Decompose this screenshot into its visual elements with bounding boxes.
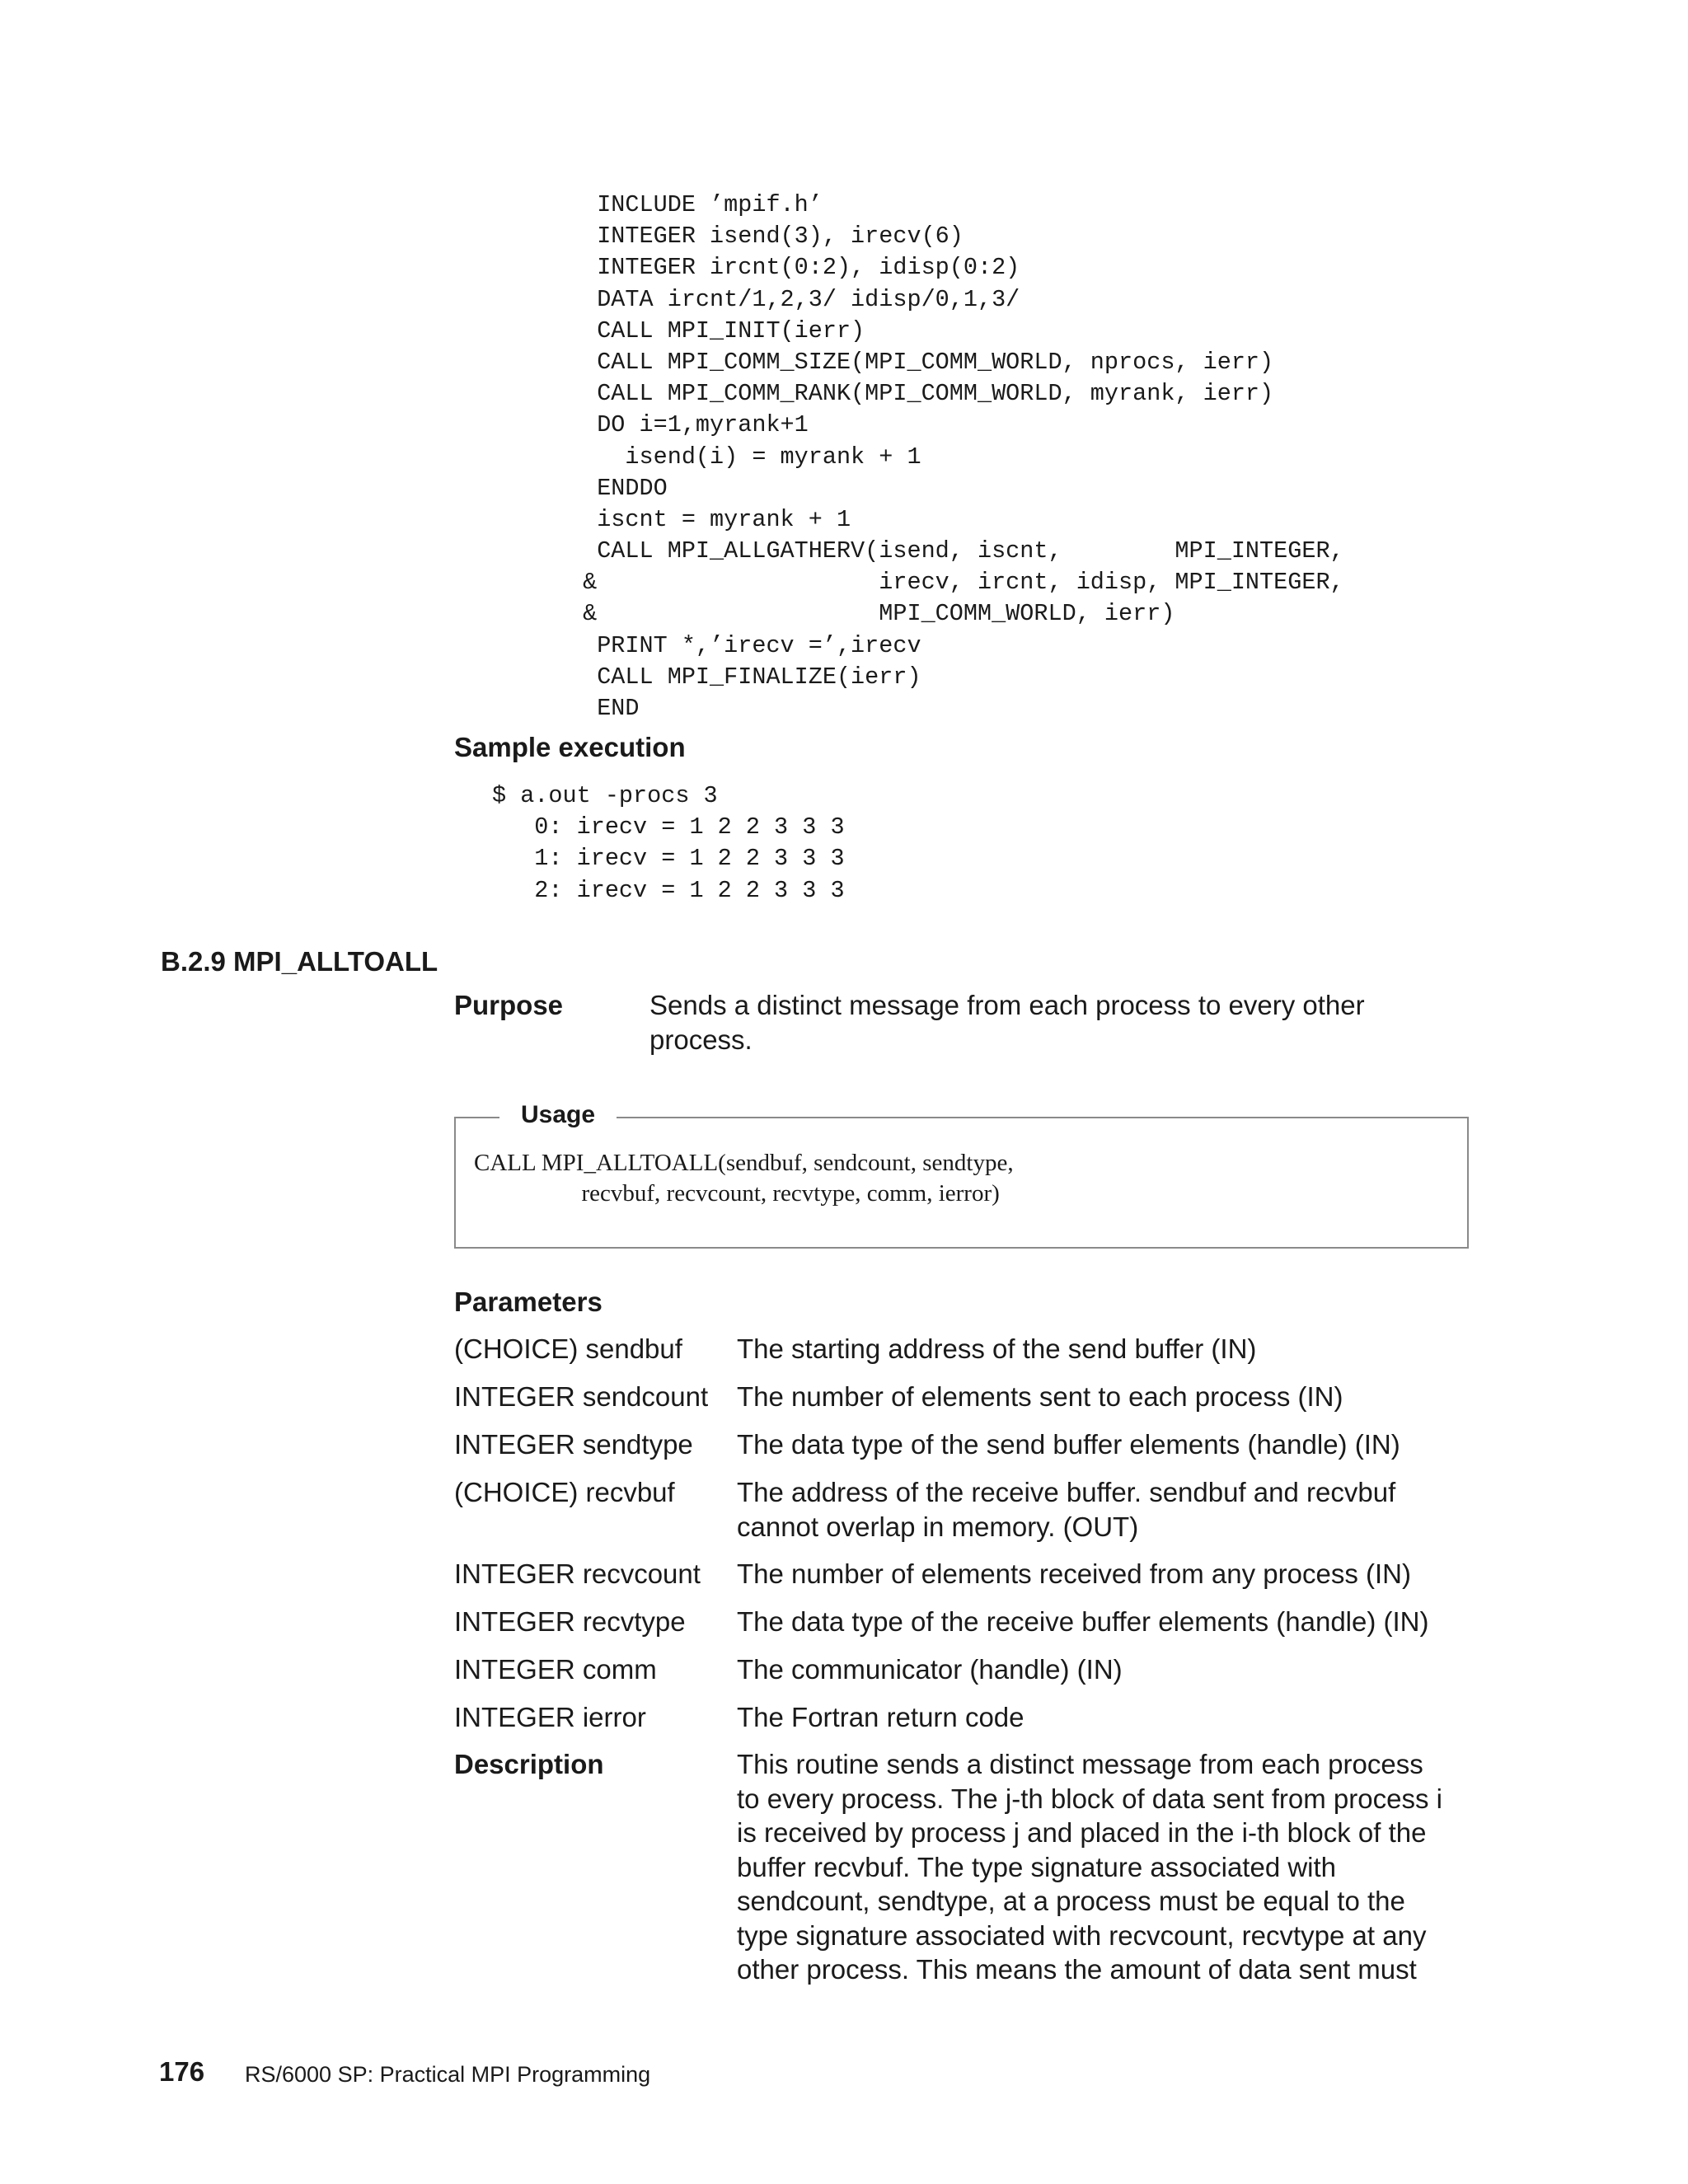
sample-execution-output xyxy=(492,780,845,907)
description-line: buffer recvbuf. The type signature associated with xyxy=(737,1851,1337,1882)
parameter-name: (CHOICE) sendbuf xyxy=(454,1333,682,1364)
parameter-name: (CHOICE) recvbuf xyxy=(454,1477,675,1507)
code-line: END xyxy=(569,695,640,722)
code-line: CALL MPI_COMM_SIZE(MPI_COMM_WORLD, nprocs, ierr) xyxy=(569,348,1274,376)
parameter-description: The communicator (handle) (IN) xyxy=(737,1654,1123,1685)
code-line: PRINT *,’irecv =’,irecv xyxy=(569,631,921,659)
purpose-label: Purpose xyxy=(454,990,564,1020)
usage-label: Usage xyxy=(499,1101,617,1129)
description-line: This routine sends a distinct message from each process xyxy=(737,1749,1423,1779)
purpose-text: Sends a distinct message from each process to every other process. xyxy=(649,990,1365,1055)
code-line: CALL MPI_FINALIZE(ierr) xyxy=(569,663,921,691)
parameter-description: The Fortran return code xyxy=(737,1702,1025,1732)
page-number: 176 xyxy=(159,2056,205,2087)
section-heading: B.2.9 MPI_ALLTOALL xyxy=(161,946,438,977)
parameter-name: INTEGER recvtype xyxy=(454,1606,686,1637)
parameter-description: The number of elements sent to each process (IN) xyxy=(737,1381,1343,1412)
output-line: 1: irecv = 1 2 2 3 3 3 xyxy=(492,845,845,873)
description-text xyxy=(737,1747,1479,1987)
usage-line: CALL MPI_ALLTOALL(sendbuf, sendcount, sendtype, xyxy=(474,1150,1014,1176)
parameters-heading: Parameters xyxy=(454,1286,603,1317)
parameter-description: The starting address of the send buffer (IN) xyxy=(737,1333,1257,1364)
description-line: other process. This means the amount of data sent must xyxy=(737,1954,1417,1985)
code-line: ENDDO xyxy=(569,474,668,502)
code-line: INTEGER isend(3), irecv(6) xyxy=(569,223,964,251)
parameter-description: The data type of the receive buffer elements (handle) (IN) xyxy=(737,1606,1429,1637)
code-line: CALL MPI_ALLGATHERV(isend, iscnt, MPI_INTEGER, xyxy=(569,537,1344,565)
parameter-description: The address of the receive buffer. sendbuf and recvbuf cannot overlap in memory. (OUT) xyxy=(737,1477,1396,1542)
description-label: Description xyxy=(454,1749,604,1779)
description-line: is received by process j and placed in the i-th block of the xyxy=(737,1817,1427,1848)
output-line: 0: irecv = 1 2 2 3 3 3 xyxy=(492,813,845,841)
code-line: iscnt = myrank + 1 xyxy=(569,505,851,533)
parameter-name: INTEGER comm xyxy=(454,1654,657,1685)
usage-code xyxy=(474,1148,1014,1209)
parameter-name: INTEGER sendcount xyxy=(454,1381,709,1412)
description-line: type signature associated with recvcount, recvtype at any xyxy=(737,1919,1427,1951)
usage-line: recvbuf, recvcount, recvtype, comm, ierror) xyxy=(474,1180,1000,1207)
description-line: to every process. The j-th block of data sent from process i xyxy=(737,1783,1442,1814)
code-line: DO i=1,myrank+1 xyxy=(569,411,809,439)
sample-execution-heading: Sample execution xyxy=(454,732,686,762)
code-line: CALL MPI_INIT(ierr) xyxy=(569,316,865,344)
code-line: CALL MPI_COMM_RANK(MPI_COMM_WORLD, myrank, ierr) xyxy=(569,380,1274,408)
parameter-name: INTEGER recvcount xyxy=(454,1558,701,1589)
code-line: & irecv, ircnt, idisp, MPI_INTEGER, xyxy=(569,569,1344,597)
code-listing xyxy=(569,190,1344,724)
output-line: 2: irecv = 1 2 2 3 3 3 xyxy=(492,876,845,904)
footer-title: RS/6000 SP: Practical MPI Programming xyxy=(245,2062,651,2087)
code-line: DATA ircnt/1,2,3/ idisp/0,1,3/ xyxy=(569,285,1020,313)
parameter-description: The number of elements received from any process (IN) xyxy=(737,1558,1411,1589)
description-line: sendcount, sendtype, at a process must be equal to the xyxy=(737,1886,1405,1916)
code-line: & MPI_COMM_WORLD, ierr) xyxy=(569,600,1175,628)
code-line: isend(i) = myrank + 1 xyxy=(569,443,921,471)
parameter-name: INTEGER ierror xyxy=(454,1702,646,1732)
parameter-description: The data type of the send buffer elements (handle) (IN) xyxy=(737,1429,1400,1460)
code-line: INCLUDE ’mpif.h’ xyxy=(569,191,823,218)
output-line: $ a.out -procs 3 xyxy=(492,782,718,809)
parameter-name: INTEGER sendtype xyxy=(454,1429,693,1460)
code-line: INTEGER ircnt(0:2), idisp(0:2) xyxy=(569,254,1020,282)
